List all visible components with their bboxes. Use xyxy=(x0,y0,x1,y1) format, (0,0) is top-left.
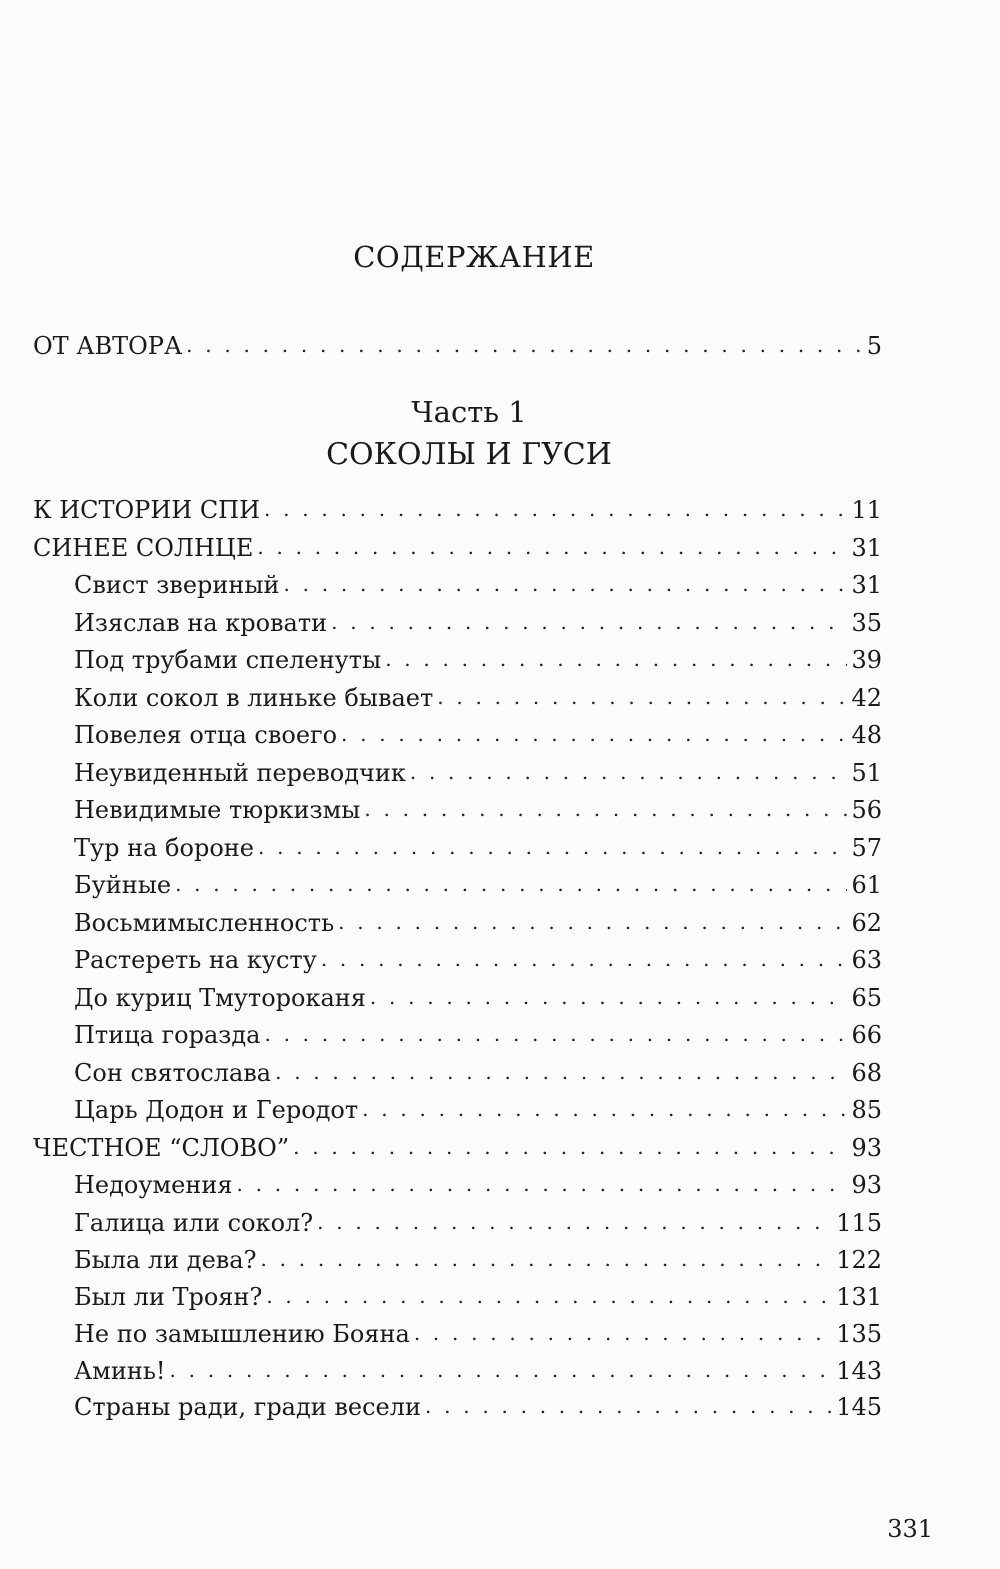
dot-leader xyxy=(321,941,848,977)
entry-page: 122 xyxy=(836,1246,882,1274)
entry-page: 145 xyxy=(836,1393,882,1421)
dot-leader xyxy=(385,641,847,677)
dot-leader xyxy=(341,716,847,752)
entry-title: Невидимые тюркизмы xyxy=(74,796,361,824)
toc-subentry xyxy=(74,1055,882,1091)
entry-title: Восьмимысленность xyxy=(74,909,335,937)
entry-page: 56 xyxy=(851,796,882,824)
dot-leader xyxy=(266,1278,832,1314)
toc-entry xyxy=(33,492,882,528)
dot-leader xyxy=(410,754,848,790)
entry-page: 93 xyxy=(851,1134,882,1162)
toc-subentry xyxy=(74,717,882,753)
entry-title: Под трубами спеленуты xyxy=(74,646,382,674)
toc-subentry xyxy=(74,980,882,1016)
toc-subentry xyxy=(74,1353,882,1389)
dot-leader xyxy=(257,529,847,565)
entry-page: 68 xyxy=(851,1059,882,1087)
entry-page: 11 xyxy=(851,496,882,524)
entry-title: Буйные xyxy=(74,871,172,899)
toc-subentry xyxy=(74,830,882,866)
dot-leader xyxy=(370,979,848,1015)
entry-title: Страны ради, гради весели xyxy=(74,1393,421,1421)
entry-page: 131 xyxy=(836,1283,882,1311)
toc-subentry xyxy=(74,1092,882,1128)
entry-page: 65 xyxy=(851,984,882,1012)
entry-title: ОТ АВТОРА xyxy=(33,332,183,360)
entry-title: До куриц Тмутороканя xyxy=(74,984,366,1012)
dot-leader xyxy=(186,327,863,363)
dot-leader xyxy=(283,566,847,602)
entry-title: Свист звериный xyxy=(74,571,280,599)
entry-page: 135 xyxy=(836,1320,882,1348)
toc-subentry xyxy=(74,1316,882,1352)
toc-entry-foreword xyxy=(33,328,882,364)
entry-title: Не по замышлению Бояна xyxy=(74,1320,410,1348)
entry-page: 143 xyxy=(836,1357,882,1385)
dot-leader xyxy=(331,604,847,640)
entry-title: СИНЕЕ СОЛНЦЕ xyxy=(33,534,254,562)
dot-leader xyxy=(364,791,847,827)
entry-page: 39 xyxy=(851,646,882,674)
dot-leader xyxy=(170,1352,833,1388)
dot-leader xyxy=(175,866,847,902)
entry-title: Растереть на кусту xyxy=(74,946,317,974)
entry-page: 42 xyxy=(851,684,882,712)
toc-heading: СОДЕРЖАНИЕ xyxy=(353,240,595,274)
dot-leader xyxy=(275,1054,847,1090)
toc-subentry xyxy=(74,1279,882,1315)
toc-subentry xyxy=(74,1242,882,1278)
entry-title: Аминь! xyxy=(74,1357,166,1385)
toc-subentry xyxy=(74,1167,882,1203)
entry-page: 61 xyxy=(851,871,882,899)
toc-subentry xyxy=(74,1205,882,1241)
entry-title: Птица горазда xyxy=(74,1021,261,1049)
dot-leader xyxy=(264,1016,847,1052)
entry-title: Недоумения xyxy=(74,1171,233,1199)
toc-subentry xyxy=(74,867,882,903)
entry-page: 63 xyxy=(851,946,882,974)
dot-leader xyxy=(362,1091,847,1127)
dot-leader xyxy=(264,491,847,527)
toc-subentry xyxy=(74,642,882,678)
dot-leader xyxy=(437,679,847,715)
dot-leader xyxy=(317,1204,832,1240)
entry-page: 51 xyxy=(851,759,882,787)
dot-leader xyxy=(258,829,847,865)
entry-page: 115 xyxy=(836,1209,882,1237)
toc-subentry xyxy=(74,792,882,828)
entry-page: 85 xyxy=(851,1096,882,1124)
toc-subentry xyxy=(74,567,882,603)
entry-page: 62 xyxy=(851,909,882,937)
entry-page: 31 xyxy=(851,571,882,599)
part-name: СОКОЛЫ И ГУСИ xyxy=(326,437,612,472)
entry-title: Была ли дева? xyxy=(74,1246,257,1274)
entry-title: Тур на бороне xyxy=(74,834,254,862)
entry-title: Галица или сокол? xyxy=(74,1209,314,1237)
entry-page: 31 xyxy=(851,534,882,562)
entry-title: Был ли Троян? xyxy=(74,1283,263,1311)
toc-entry xyxy=(33,530,882,566)
dot-leader xyxy=(414,1315,832,1351)
entry-title: ЧЕСТНОЕ “СЛОВО” xyxy=(33,1134,290,1162)
entry-title: Коли сокол в линьке бывает xyxy=(74,684,434,712)
entry-page: 66 xyxy=(851,1021,882,1049)
part-number: Часть 1 xyxy=(411,395,527,429)
entry-title: Неувиденный переводчик xyxy=(74,759,406,787)
toc-subentry xyxy=(74,680,882,716)
toc-entry xyxy=(33,1130,882,1166)
entry-title: Изяслав на кровати xyxy=(74,609,328,637)
toc-subentry xyxy=(74,1017,882,1053)
dot-leader xyxy=(425,1388,832,1424)
page-number: 331 xyxy=(887,1515,933,1543)
entry-title: Повелея отца своего xyxy=(74,721,338,749)
dot-leader xyxy=(293,1129,847,1165)
entry-page: 93 xyxy=(851,1171,882,1199)
toc-subentry xyxy=(74,605,882,641)
toc-subentry xyxy=(74,942,882,978)
toc-subentry xyxy=(74,755,882,791)
entry-title: К ИСТОРИИ СПИ xyxy=(33,496,261,524)
entry-title: Царь Додон и Геродот xyxy=(74,1096,359,1124)
dot-leader xyxy=(260,1241,832,1277)
entry-page: 57 xyxy=(851,834,882,862)
entry-page: 48 xyxy=(851,721,882,749)
entry-page: 5 xyxy=(866,332,882,360)
dot-leader xyxy=(338,904,847,940)
toc-subentry xyxy=(74,1389,882,1425)
dot-leader xyxy=(236,1166,847,1202)
entry-page: 35 xyxy=(851,609,882,637)
entry-title: Сон святослава xyxy=(74,1059,272,1087)
toc-subentry xyxy=(74,905,882,941)
